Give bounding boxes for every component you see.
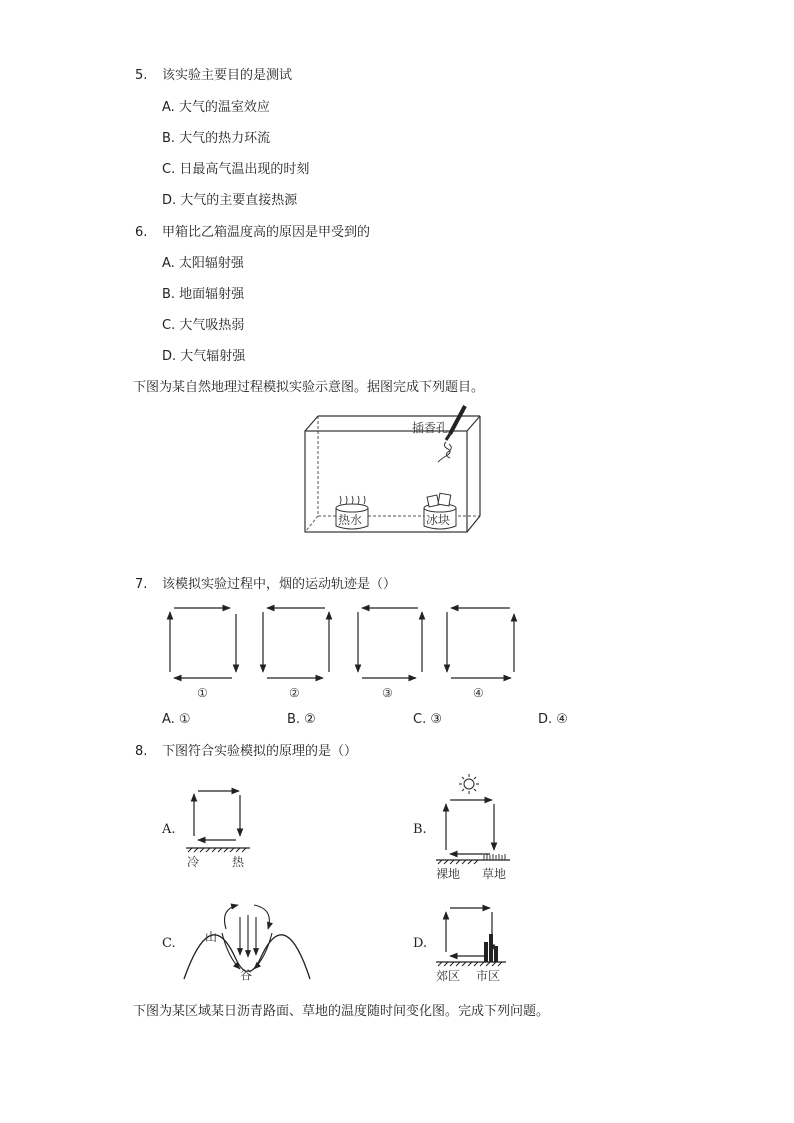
circulation-options-figure — [160, 600, 530, 704]
q8-number: 8. — [135, 744, 148, 759]
ice-label: 冰块 — [426, 513, 451, 527]
q8b-grassland-label: 草地 — [482, 867, 507, 881]
q7-stem: 该模拟实验过程中，烟的运动轨迹是（） — [162, 577, 397, 592]
q8c-valley-label: 谷 — [240, 968, 253, 982]
sun-icon — [459, 774, 479, 794]
q7-option-d: D. ④ — [538, 712, 568, 727]
incense-hole-label: 插香孔 — [412, 421, 449, 435]
q6-number: 6. — [135, 225, 148, 240]
circulation-diagram-3 — [358, 608, 422, 678]
q7-option-b: B. ② — [287, 712, 316, 727]
q5-option-b: B. 大气的热力环流 — [162, 131, 271, 146]
q8-option-c-letter: C. — [162, 936, 176, 951]
circulation-label-4: ④ — [473, 686, 484, 700]
q6-option-d: D. 大气辐射强 — [162, 349, 246, 364]
q8-option-a-letter: A. — [162, 822, 176, 837]
q6-option-c: C. 大气吸热弱 — [162, 318, 245, 333]
circulation-label-1: ① — [197, 686, 208, 700]
circulation-label-2: ② — [289, 686, 300, 700]
intro-text-2: 下图为某区域某日沥青路面、草地的温度随时间变化图。完成下列问题。 — [133, 1004, 550, 1019]
circulation-label-3: ③ — [382, 686, 393, 700]
q5-option-c: C. 日最高气温出现的时刻 — [162, 162, 310, 177]
circulation-diagram-2 — [263, 608, 329, 678]
q7-option-a: A. ① — [162, 712, 191, 727]
q8a-hot-label: 热 — [232, 855, 245, 869]
q8-diagram-d — [434, 900, 514, 986]
q6-stem: 甲箱比乙箱温度高的原因是甲受到的 — [162, 225, 371, 240]
q8-option-d-letter: D. — [413, 936, 428, 951]
q7-number: 7. — [135, 577, 148, 592]
q8d-suburb-label: 郊区 — [436, 969, 461, 983]
experiment-box-figure — [300, 404, 500, 538]
circulation-diagram-1 — [170, 608, 236, 678]
q8-diagram-c — [182, 895, 312, 983]
q6-option-b: B. 地面辐射强 — [162, 287, 245, 302]
q8-stem: 下图符合实验模拟的原理的是（） — [162, 744, 358, 759]
q7-option-c: C. ③ — [413, 712, 442, 727]
q8b-bare-land-label: 裸地 — [436, 867, 461, 881]
circulation-diagram-4 — [447, 608, 514, 678]
q8a-cold-label: 冷 — [187, 855, 200, 869]
q5-stem: 该实验主要目的是测试 — [162, 68, 293, 83]
intro-text-1: 下图为某自然地理过程模拟实验示意图。据图完成下列题目。 — [133, 380, 485, 395]
q8-diagram-b — [434, 772, 514, 884]
q8-option-b-letter: B. — [413, 822, 427, 837]
q5-option-d: D. 大气的主要直接热源 — [162, 193, 298, 208]
q6-option-a: A. 太阳辐射强 — [162, 256, 244, 271]
q8c-mountain-label: 山 — [205, 930, 218, 944]
q5-number: 5. — [135, 68, 148, 83]
city-buildings-icon — [484, 934, 498, 962]
q8d-urban-label: 市区 — [476, 969, 501, 983]
q5-option-a: A. 大气的温室效应 — [162, 100, 270, 115]
hot-water-label: 热水 — [338, 513, 363, 527]
q8-diagram-a — [184, 786, 254, 870]
